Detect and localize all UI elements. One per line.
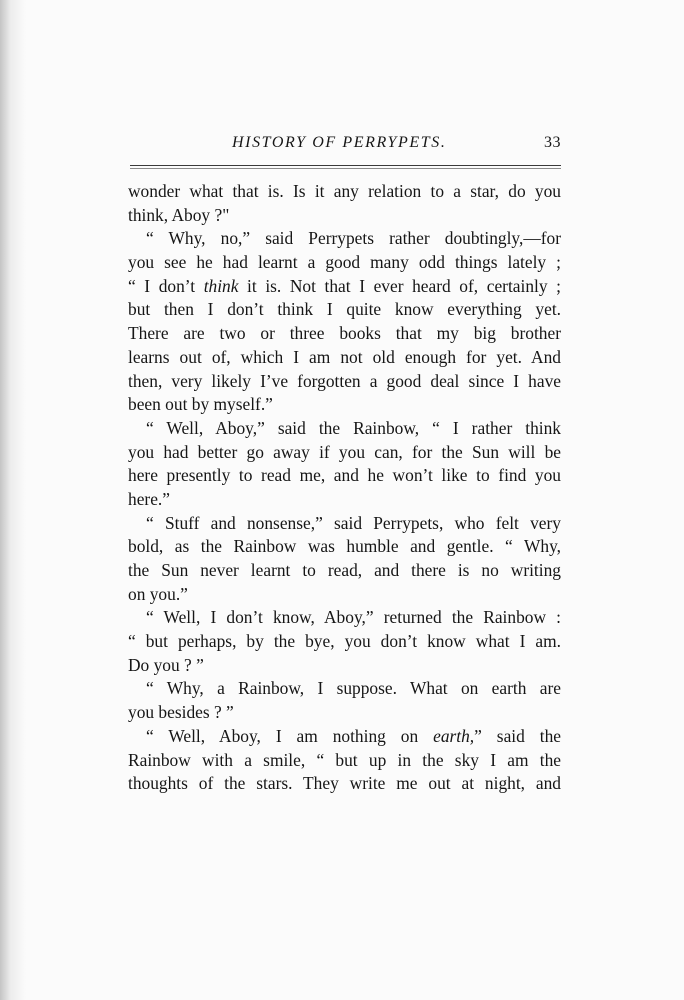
italic-word: earth, [433, 725, 475, 746]
page-header [128, 134, 561, 158]
text-line: Rainbow with a smile, “ but up in the sky I am the [128, 749, 561, 770]
italic-word: think [203, 275, 239, 296]
page-edge-shadow [0, 0, 26, 1000]
text-run: it is. Not that I ever heard of, certainly ; [238, 275, 561, 296]
text-run: ” said the [474, 725, 561, 746]
header-rule [130, 165, 561, 166]
text-line [128, 725, 561, 749]
text-line: the Sun never learnt to read, and there is no writing [128, 560, 561, 580]
text-line: “ Well, Aboy,” said the Rainbow, “ I rather think [146, 417, 561, 438]
text-line: on you.” [128, 583, 188, 604]
text-run: “ I don’t [128, 275, 204, 296]
text-line: been out by myself.” [128, 394, 273, 415]
text-line: There are two or three books that my big brother [128, 323, 561, 344]
header-rule-secondary [130, 168, 561, 169]
running-title: HISTORY OF PERRYPETS. [232, 134, 447, 151]
text-line: you see he had learnt a good many odd things lately ; [128, 252, 561, 273]
text-run: “ Well, Aboy, I am nothing on [146, 725, 434, 746]
body-text [128, 180, 561, 796]
text-line: here presently to read me, and he won’t like to find you [128, 465, 561, 486]
text-line: “ but perhaps, by the bye, you don’t know what I am. [128, 631, 561, 652]
text-line: thoughts of the stars. They write me out at night, and [128, 773, 561, 794]
text-line: wonder what that is. Is it any relation to a star, do you [128, 181, 561, 201]
text-line: you had better go away if you can, for the Sun will be [128, 441, 561, 462]
text-line: but then I don’t think I quite know everything yet. [128, 299, 561, 320]
text-line: you besides ? ” [128, 702, 234, 723]
text-line: bold, as the Rainbow was humble and gentle. “ Why, [128, 536, 561, 557]
text-line [128, 275, 561, 299]
text-line: “ Why, a Rainbow, I suppose. What on earth are [146, 678, 561, 699]
text-line: “ Well, I don’t know, Aboy,” returned the Rainbow : [146, 607, 561, 628]
text-line: “ Stuff and nonsense,” said Perrypets, who felt very [146, 512, 561, 533]
text-line: then, very likely I’ve forgotten a good deal since I have [128, 370, 561, 391]
text-line: think, Aboy ?" [128, 204, 230, 225]
page-number: 33 [544, 134, 561, 151]
text-line: here.” [128, 488, 170, 509]
text-line: learns out of, which I am not old enough for yet. And [128, 346, 561, 367]
text-line: “ Why, no,” said Perrypets rather doubtingly,—for [146, 228, 561, 249]
text-line: Do you ? ” [128, 654, 204, 675]
